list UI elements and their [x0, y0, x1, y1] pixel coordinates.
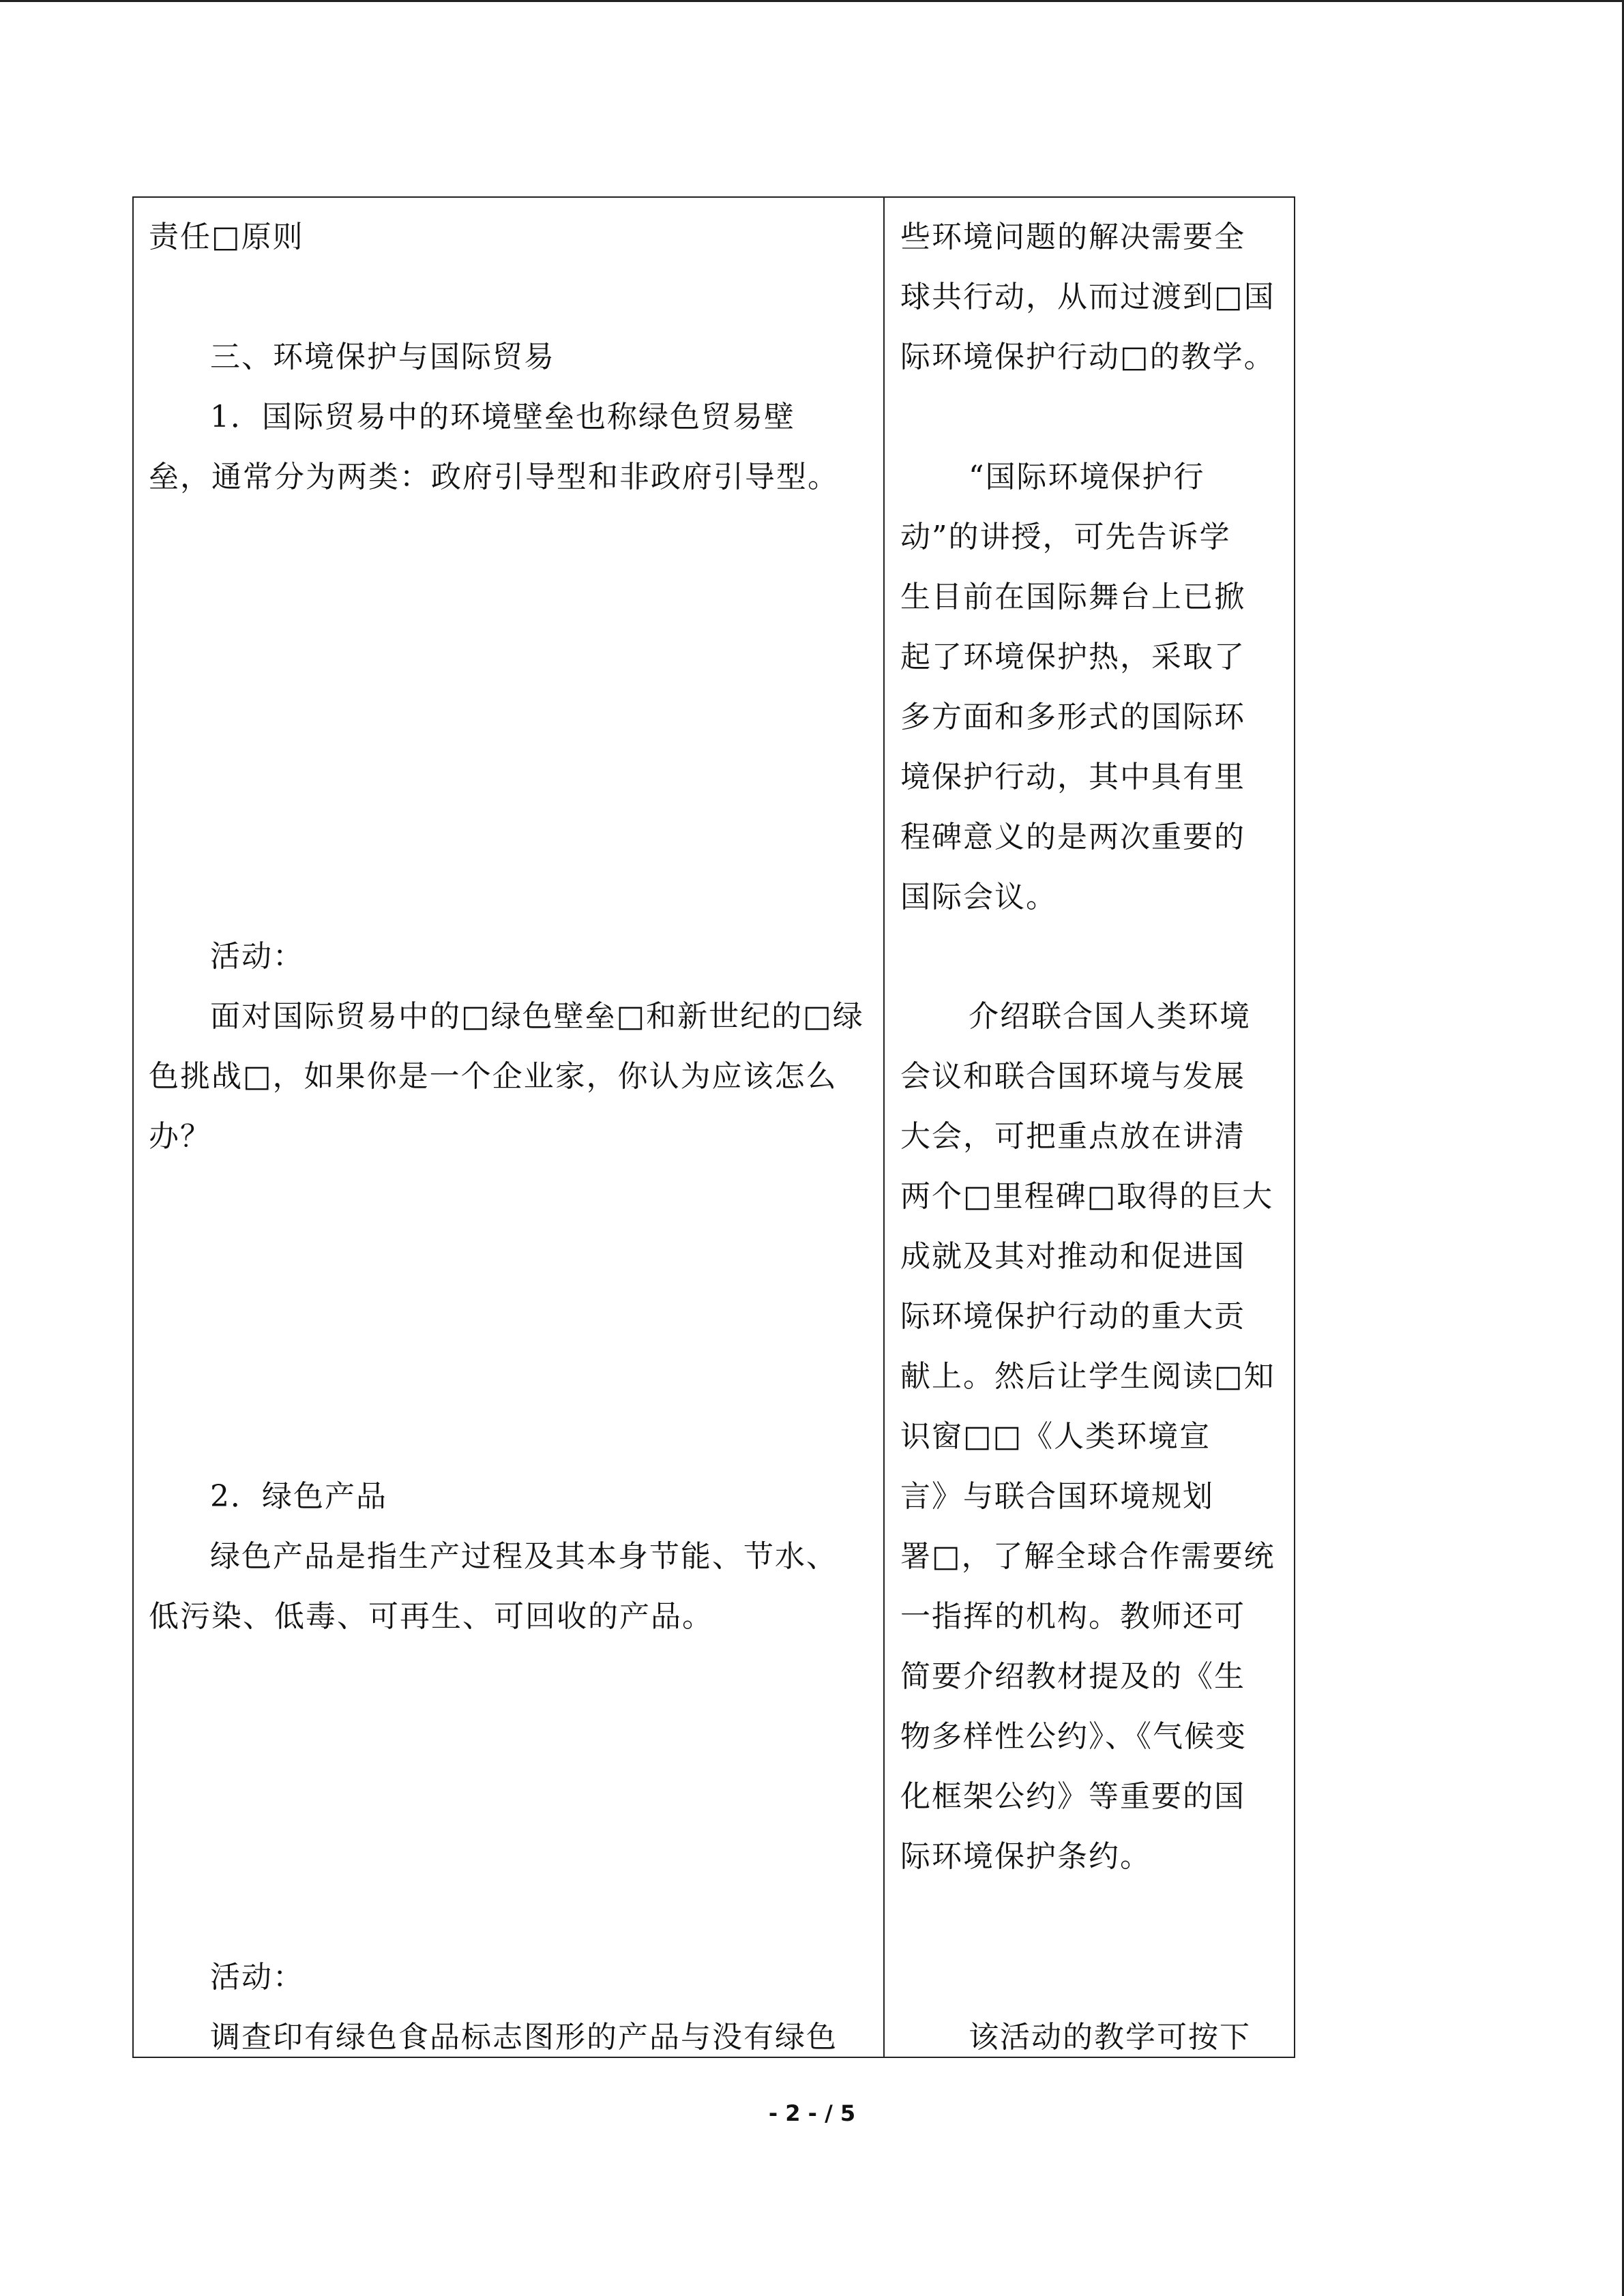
text-line: 两个□里程碑□取得的巨大	[900, 1179, 1274, 1214]
text-line: 动”的讲授，可先告诉学	[900, 520, 1231, 554]
text-line: 简要介绍教材提及的《生	[900, 1659, 1245, 1694]
text-line: 献上。然后让学生阅读□知	[900, 1359, 1275, 1394]
text-line: 识窗□□《人类环境宣	[900, 1419, 1211, 1454]
text-line: 低污染、低毒、可再生、可回收的产品。	[149, 1599, 713, 1634]
content-column	[149, 198, 872, 2057]
text-line: 国际会议。	[900, 880, 1057, 914]
text-line: 生目前在国际舞台上已掀	[900, 580, 1245, 614]
text-line: 球共行动，从而过渡到□国	[900, 280, 1275, 314]
text-line: 化框架公约》等重要的国	[900, 1779, 1245, 1814]
activity-label: 活动：	[210, 939, 304, 974]
activity-label: 活动：	[210, 1960, 304, 1995]
text-line: 责任□原则	[149, 220, 304, 254]
text-line: 程碑意义的是两次重要的	[900, 820, 1245, 854]
text-line: 绿色产品是指生产过程及其本身节能、节水、	[210, 1539, 838, 1574]
text-line: 色挑战□，如果你是一个企业家，你认为应该怎么	[149, 1059, 838, 1094]
text-line: 际环境保护行动□的教学。	[900, 340, 1275, 374]
text-line: 介绍联合国人类环境	[969, 999, 1251, 1034]
text-line: 一指挥的机构。教师还可	[900, 1599, 1245, 1634]
page-edge-top	[0, 0, 1624, 2]
text-line: 言》与联合国环境规划	[900, 1479, 1214, 1514]
notes-column	[900, 198, 1293, 2057]
text-line: “国际环境保护行	[969, 460, 1205, 494]
text-line: 际环境保护条约。	[900, 1839, 1151, 1874]
text-line: 起了环境保护热，采取了	[900, 640, 1245, 674]
text-line: 际环境保护行动的重大贡	[900, 1299, 1245, 1334]
page-number: - 2 - / 5	[768, 2100, 856, 2126]
text-line: 大会，可把重点放在讲清	[900, 1119, 1245, 1154]
text-line: 面对国际贸易中的□绿色壁垒□和新世纪的□绿	[210, 999, 864, 1034]
text-line: 调查印有绿色食品标志图形的产品与没有绿色	[210, 2020, 838, 2055]
text-line: 些环境问题的解决需要全	[900, 220, 1245, 254]
text-line: 1．国际贸易中的环境壁垒也称绿色贸易壁	[210, 400, 795, 434]
column-divider	[883, 198, 885, 2057]
text-line: 垒，通常分为两类：政府引导型和非政府引导型。	[149, 460, 839, 494]
section-heading: 三、环境保护与国际贸易	[210, 340, 555, 374]
text-line: 办？	[149, 1119, 211, 1154]
text-line: 物多样性公约》、《气候变	[900, 1719, 1247, 1754]
lesson-table	[132, 196, 1295, 2058]
text-line: 该活动的教学可按下	[969, 2020, 1251, 2055]
section-heading: 2．绿色产品	[210, 1479, 387, 1514]
text-line: 成就及其对推动和促进国	[900, 1239, 1245, 1274]
text-line: 多方面和多形式的国际环	[900, 700, 1245, 734]
text-line: 会议和联合国环境与发展	[900, 1059, 1245, 1094]
text-line: 境保护行动，其中具有里	[900, 760, 1245, 794]
text-line: 署□，了解全球合作需要统	[900, 1539, 1275, 1574]
